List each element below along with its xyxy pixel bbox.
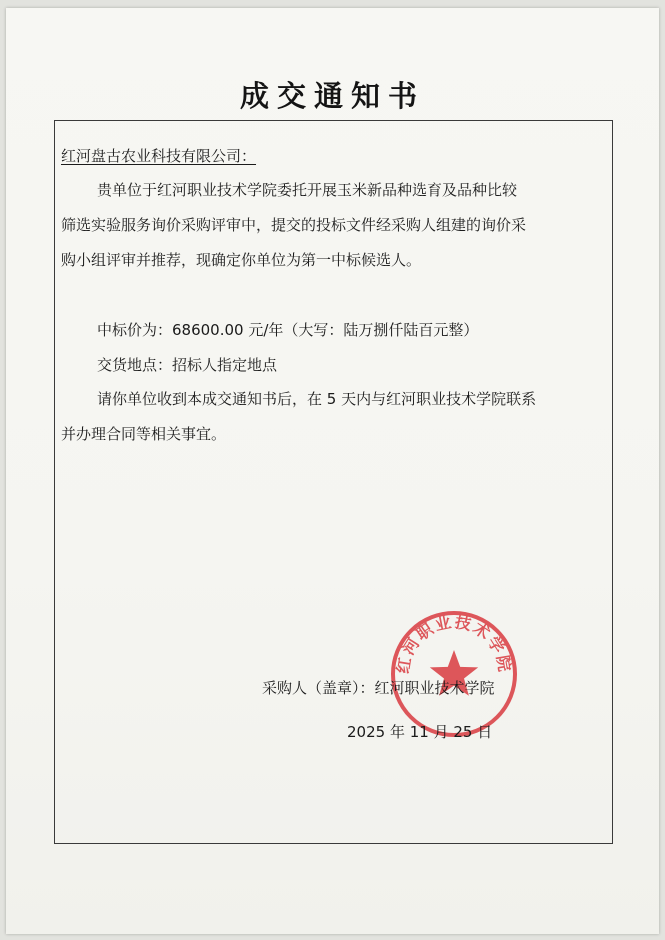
request-line-1: 请你单位收到本成交通知书后，在 5 天内与红河职业技术学院联系 xyxy=(97,390,537,408)
price-line: 中标价为：68600.00 元/年（大写：陆万捌仟陆百元整） xyxy=(97,321,479,339)
body-line-2: 筛选实验服务询价采购评审中，提交的投标文件经采购人组建的询价采 xyxy=(61,216,527,234)
delivery-location-line: 交货地点：招标人指定地点 xyxy=(97,356,278,374)
signature-line: 采购人（盖章）：红河职业技术学院 xyxy=(262,679,495,697)
body-line-1: 贵单位于红河职业技术学院委托开展玉米新品种选育及品种比较 xyxy=(97,181,518,199)
recipient-name: 红河盘古农业科技有限公司： xyxy=(61,147,257,165)
seal-text: 红河职业技术学院 xyxy=(393,612,515,675)
request-line-2: 并办理合同等相关事宜。 xyxy=(61,425,227,443)
body-line-3: 购小组评审并推荐，现确定你单位为第一中标候选人。 xyxy=(61,251,422,269)
date-line: 2025 年 11 月 25 日 xyxy=(347,723,493,741)
document-title: 成交通知书 xyxy=(239,79,425,113)
official-seal xyxy=(388,608,520,740)
